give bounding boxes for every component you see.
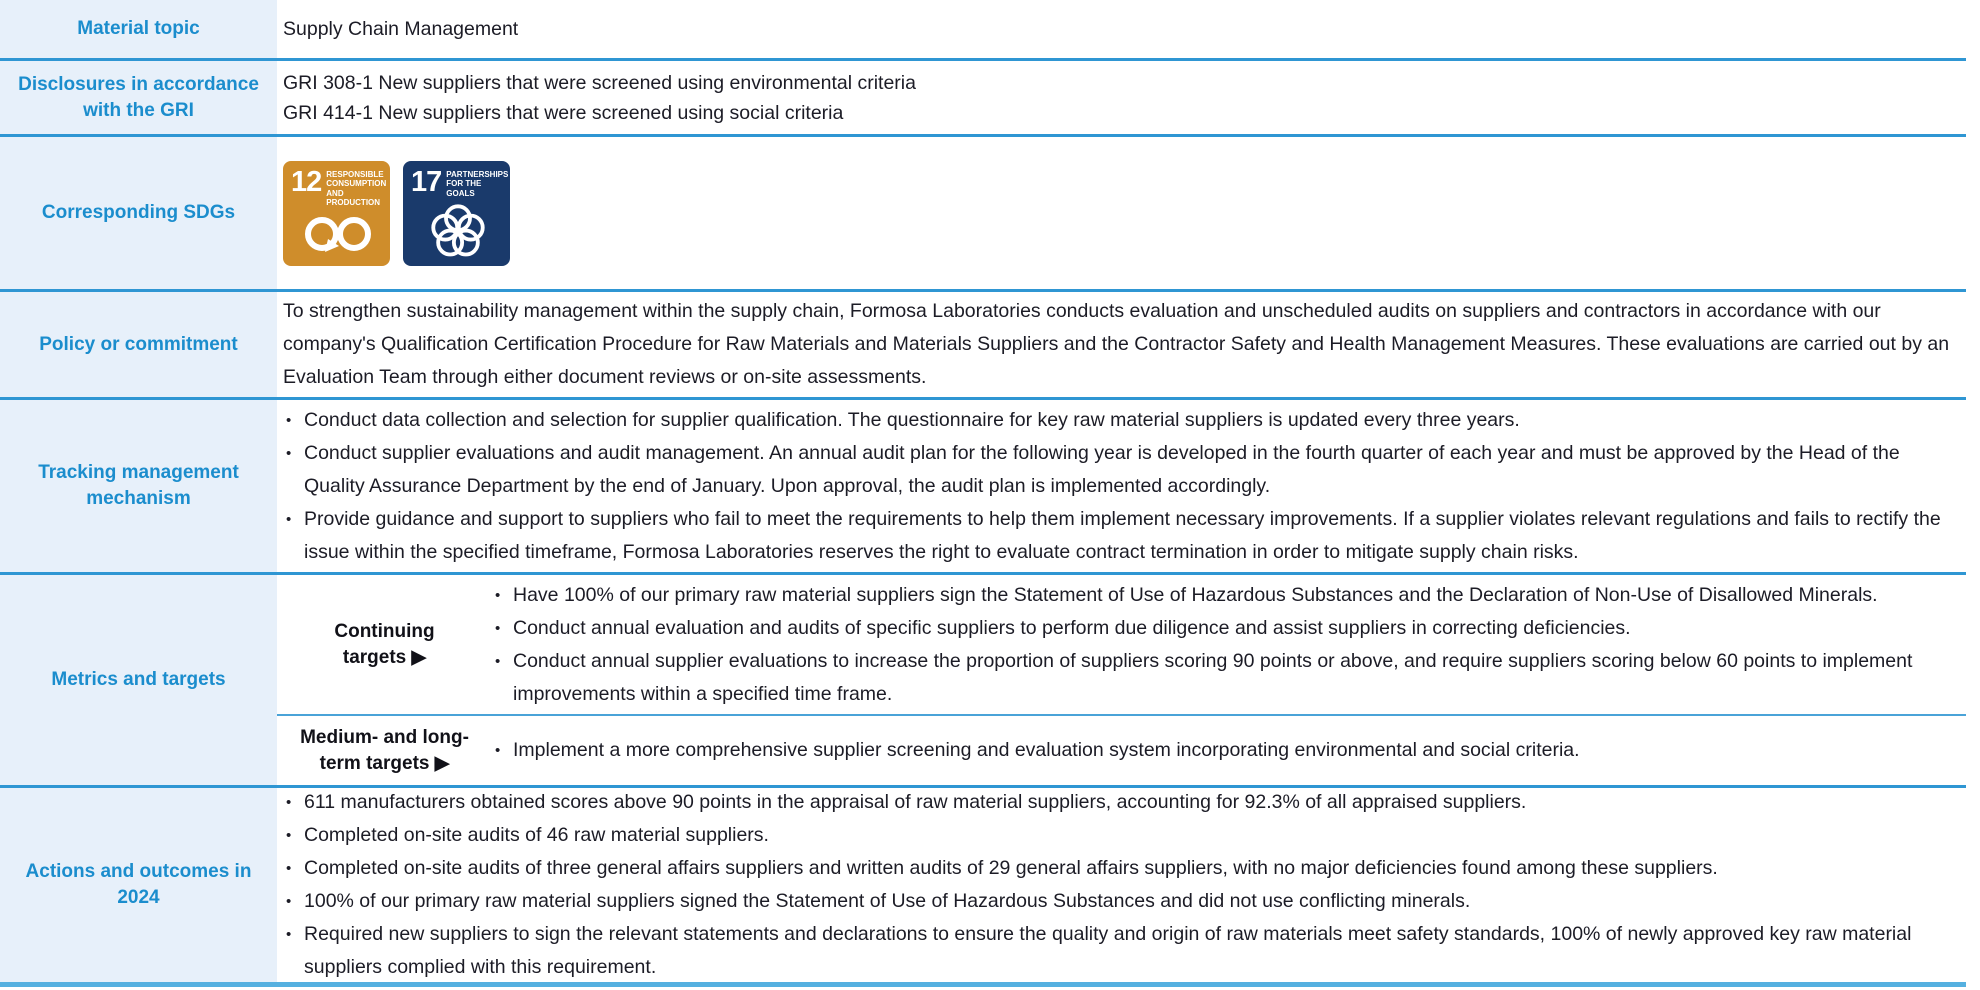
row-gri-disclosures xyxy=(0,58,1966,134)
sdg-12-header xyxy=(291,165,387,208)
targets-label-line: Medium- and long- xyxy=(300,726,469,748)
row-actions-outcomes-2024 xyxy=(0,785,1966,982)
sdg-icon-group xyxy=(283,161,1952,266)
policy-commitment-cell xyxy=(277,292,1966,397)
row-corresponding-sdgs xyxy=(0,134,1966,289)
list-item-text: • 611 manufacturers obtained scores above 90 points in the appraisal of raw material suppliers, accounting for 92.3% of all appraised suppliers. xyxy=(304,791,1527,813)
list-item-text: • Completed on-site audits of three general affairs suppliers and written audits of 29 general affairs suppliers, with no major deficiencies found among these suppliers. xyxy=(304,857,1718,879)
list-item xyxy=(492,579,1952,612)
list-item xyxy=(283,918,1952,984)
list-item xyxy=(492,734,1952,767)
row-header-label: Corresponding SDGs xyxy=(41,202,236,223)
actions-bullet-list xyxy=(283,786,1952,984)
list-item-text: • Required new suppliers to sign the relevant statements and declarations to ensure the quality and origin of raw materials meet safety standards, 100% of newly approved key raw material suppliers complied with this requirement. xyxy=(304,923,1912,978)
row-header-label: Material topic xyxy=(77,18,200,39)
targets-area xyxy=(277,575,1966,785)
sdg-17-icon xyxy=(403,161,510,266)
row-header-tracking-mechanism xyxy=(0,400,277,572)
medium-long-term-bullet-list xyxy=(492,716,1966,785)
row-header-label: Tracking management mechanism xyxy=(38,462,239,509)
list-item xyxy=(283,852,1952,885)
targets-label-line: Continuing xyxy=(334,620,435,642)
row-policy-commitment xyxy=(0,289,1966,397)
list-item xyxy=(492,612,1952,645)
row-metrics-targets xyxy=(0,572,1966,785)
list-item-text: • Conduct annual evaluation and audits of specific suppliers to perform due diligence and assist suppliers in correcting deficiencies. xyxy=(513,616,1631,639)
row-header-corresponding-sdgs xyxy=(0,137,277,289)
material-topic-value: Supply Chain Management xyxy=(283,17,519,40)
list-item-text: • Implement a more comprehensive supplier screening and evaluation system incorporating environmental and social criteria. xyxy=(513,739,1580,761)
row-tracking-mechanism xyxy=(0,397,1966,572)
list-item xyxy=(283,503,1952,569)
list-item xyxy=(492,645,1952,711)
list-item xyxy=(283,885,1952,918)
material-topic-cell xyxy=(277,0,1966,58)
sdgs-cell xyxy=(277,137,1966,289)
sdg-12-icon xyxy=(283,161,390,266)
gri-disclosure-line: GRI 414-1 New suppliers that were screened using social criteria xyxy=(283,101,844,124)
continuing-targets-label xyxy=(277,575,492,714)
row-header-material-topic xyxy=(0,0,277,58)
row-header-label: Metrics and targets xyxy=(51,669,226,690)
policy-text: To strengthen sustainability management within the supply chain, Formosa Laboratories conducts evaluation and unscheduled audits on suppliers and contractors in accordance with our company's Qualification Certification Procedure for Raw Materials and Materials Suppliers and the Contractor Safety and Health Management Measures. These evaluations are carried out by an Evaluation Team through either document reviews or on-site assessments. xyxy=(283,300,1950,388)
row-header-label: Actions and outcomes in 2024 xyxy=(25,861,252,908)
row-material-topic xyxy=(0,0,1966,58)
row-header-gri-disclosures xyxy=(0,61,277,134)
gri-disclosures-cell xyxy=(277,61,1966,134)
row-header-label: Disclosures in accordance with the GRI xyxy=(18,73,259,121)
sdg-12-title: RESPONSIBLE CONSUMPTION AND PRODUCTION xyxy=(326,169,387,207)
continuing-targets-row xyxy=(277,575,1966,714)
tracking-mechanism-cell xyxy=(277,400,1966,572)
row-header-actions-outcomes xyxy=(0,788,277,982)
list-item-text: • Conduct data collection and selection for supplier qualification. The questionnaire for key raw material suppliers is updated every three years. xyxy=(304,408,1520,431)
continuing-targets-bullet-list xyxy=(492,575,1966,714)
actions-outcomes-cell xyxy=(277,788,1966,982)
list-item xyxy=(283,437,1952,503)
circle-flower-icon xyxy=(425,202,491,260)
row-header-metrics-targets xyxy=(0,575,277,785)
sdg-12-number: 12 xyxy=(291,165,322,198)
medium-long-term-targets-row xyxy=(277,714,1966,785)
list-item-text: • Completed on-site audits of 46 raw material suppliers. xyxy=(304,824,769,846)
list-item-text: • 100% of our primary raw material suppliers signed the Statement of Use of Hazardous Substances and did not use conflicting minerals. xyxy=(304,890,1471,912)
medium-long-term-targets-label xyxy=(277,716,492,785)
list-item-text: • Conduct supplier evaluations and audit management. An annual audit plan for the following year is developed in the fourth quarter of each year and must be approved by the Head of the Quality Assurance Department by the end of January. Upon approval, the audit plan is implemented accordingly. xyxy=(304,441,1900,497)
list-item-text: • Conduct annual supplier evaluations to increase the proportion of suppliers scoring 90 points or above, and require suppliers scoring below 60 points to implement improvements within a specified time frame. xyxy=(513,649,1913,705)
gri-disclosure-line: GRI 308-1 New suppliers that were screened using environmental criteria xyxy=(283,71,916,94)
list-item xyxy=(283,404,1952,437)
sdg-17-number: 17 xyxy=(411,165,442,198)
list-item xyxy=(283,819,1952,852)
list-item xyxy=(283,786,1952,819)
targets-label-line: targets ▶ xyxy=(342,646,427,668)
tracking-bullet-list xyxy=(283,404,1952,569)
targets-label-line: term targets ▶ xyxy=(319,752,450,774)
sdg-17-title: PARTNERSHIPS FOR THE GOALS xyxy=(446,169,509,198)
row-header-policy-commitment xyxy=(0,292,277,397)
infinity-loop-icon xyxy=(295,212,381,258)
list-item-text: • Provide guidance and support to suppliers who fail to meet the requirements to help them implement necessary improvements. If a supplier violates relevant regulations and fails to rectify the issue within the specified timeframe, Formosa Laboratories reserves the right to evaluate contract termination in order to mitigate supply chain risks. xyxy=(304,507,1941,563)
list-item-text: • Have 100% of our primary raw material suppliers sign the Statement of Use of Hazardous Substances and the Declaration of Non-Use of Disallowed Minerals. xyxy=(513,583,1878,606)
sdg-17-header xyxy=(411,165,509,199)
row-header-label: Policy or commitment xyxy=(39,333,238,355)
